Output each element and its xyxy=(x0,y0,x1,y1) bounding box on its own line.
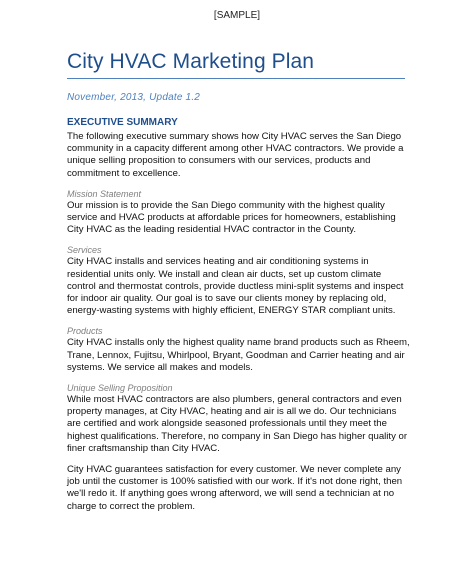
document-body xyxy=(67,117,412,513)
usp-heading: Unique Selling Proposition xyxy=(67,383,173,394)
products-heading: Products xyxy=(67,326,103,337)
document-title: City HVAC Marketing Plan xyxy=(67,50,315,73)
title-divider xyxy=(67,78,405,79)
executive-summary-text: The following executive summary shows how City HVAC serves the San Diego community in a capacity different among other HVAC contractors. We provide a unique selling proposition to consumers with our services, products and commitment to excellence. xyxy=(67,131,404,179)
products-text: City HVAC installs only the highest quality name brand products such as Rheem, Trane, Lennox, Fujitsu, Whirlpool, Bryant, Goodman and Carrier heating and air systems. We service all makes and models. xyxy=(67,337,410,373)
document-date: November, 2013, Update 1.2 xyxy=(67,92,201,103)
usp-text-1: While most HVAC contractors are also plumbers, general contractors and even property manages, at City HVAC, heating and air is all we do. Our technicians are certified and work alongside seasoned professionals until they meet the highest qualifications. Therefore, no company in San Diego has higher quality or finer craftsmanship than City HVAC. xyxy=(67,394,408,454)
services-heading: Services xyxy=(67,245,102,256)
services-text: City HVAC installs and services heating and air conditioning systems in residential units only. We install and clean air ducts, set up custom climate control and thermostat controls, provide ductless mini-split systems and inspect for indoor air quality. Our goal is to save our clients money by replacing old, energy-wasting systems with highly efficient, ENERGY STAR compliant units. xyxy=(67,256,404,317)
usp-text-2: City HVAC guarantees satisfaction for every customer. We never complete any job until the customer is 100% satisfied with our work. If it's not done right, then we'll redo it. If anything goes wrong afterword, we will send a technician at no charge to correct the problem. xyxy=(67,464,403,512)
executive-summary-heading: EXECUTIVE SUMMARY xyxy=(67,117,178,128)
sample-label: [SAMPLE] xyxy=(213,10,261,21)
mission-statement-heading: Mission Statement xyxy=(67,188,142,199)
mission-statement-text: Our mission is to provide the San Diego community with the highest quality service and HVAC products at affordable prices for homeowners, establishing City HVAC as the leading residential HVAC contractor in the County. xyxy=(67,199,396,236)
